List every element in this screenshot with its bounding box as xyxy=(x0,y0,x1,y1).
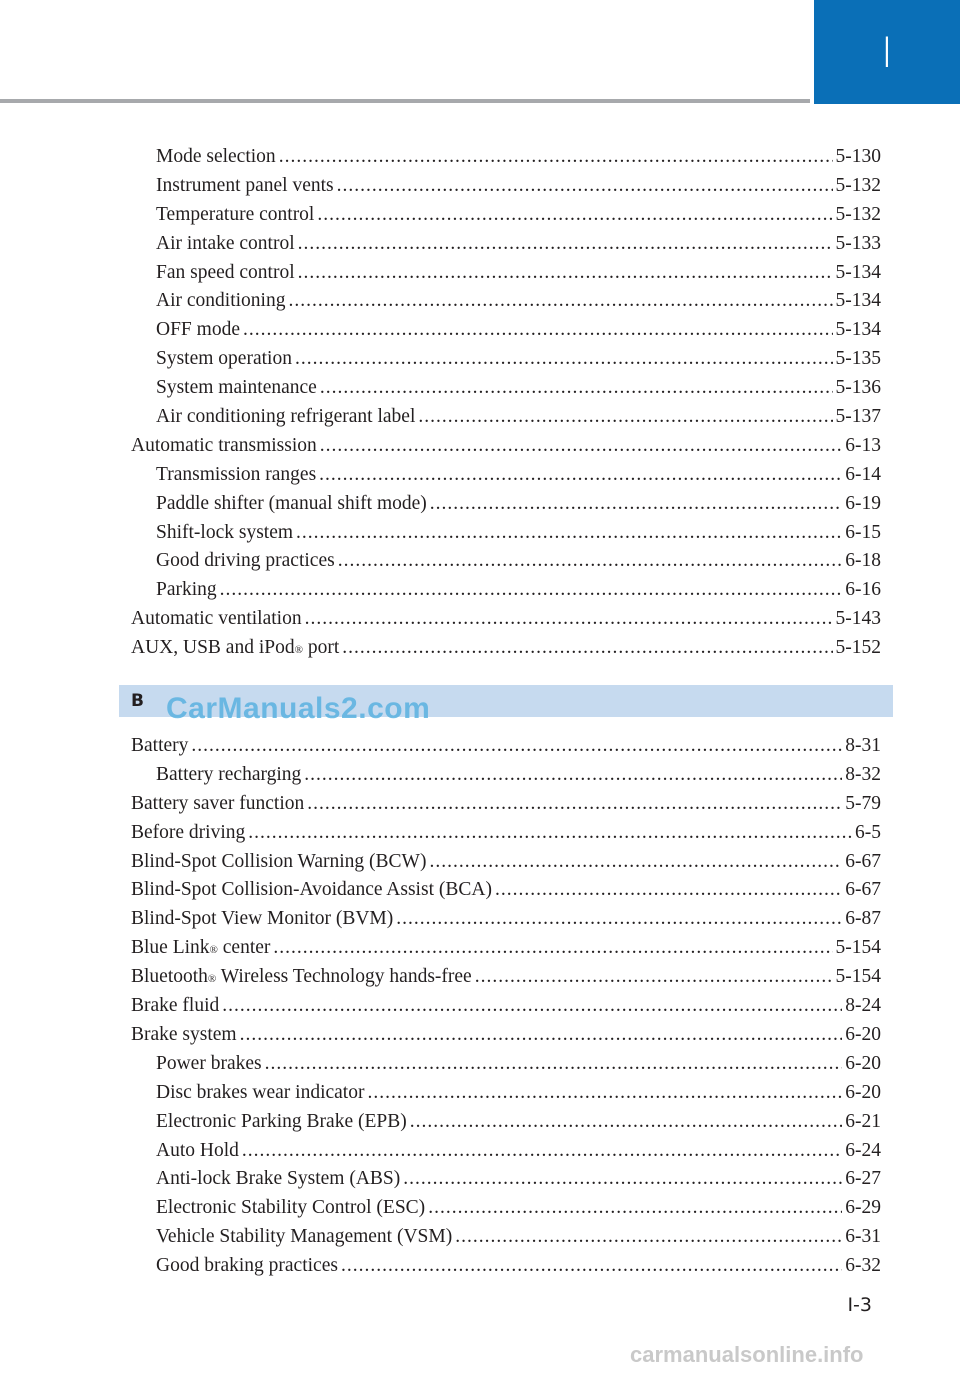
index-entry xyxy=(131,1223,881,1252)
page-number: I-3 xyxy=(847,1294,872,1316)
entry-page: 6-24 xyxy=(845,1139,881,1161)
dot-leader xyxy=(455,1223,842,1252)
entry-page: 6-20 xyxy=(845,1081,881,1103)
dot-leader xyxy=(317,201,832,230)
dot-leader xyxy=(295,345,833,374)
entry-label: Paddle shifter (manual shift mode) xyxy=(156,492,427,514)
entry-label: Parking xyxy=(156,579,217,601)
dot-leader xyxy=(319,461,842,490)
dot-leader xyxy=(341,1252,842,1281)
dot-leader xyxy=(320,374,833,403)
index-entry: AUX, USB and iPod ® port ..... 5-152 xyxy=(131,634,881,663)
dot-leader xyxy=(429,848,842,877)
index-entry xyxy=(131,143,881,172)
dot-leader xyxy=(428,1194,842,1223)
section-tab xyxy=(814,0,960,104)
index-entry xyxy=(131,761,881,790)
dot-leader xyxy=(296,519,842,548)
index-group-a xyxy=(131,143,881,663)
entry-label-suffix: port xyxy=(302,637,340,659)
entry-page: 5-130 xyxy=(835,146,881,167)
entry-label: Disc brakes wear indicator xyxy=(156,1081,365,1103)
entry-label: Transmission ranges xyxy=(156,463,317,485)
dot-leader xyxy=(305,605,833,634)
entry-label: Blind-Spot View Monitor (BVM) xyxy=(131,908,394,930)
index-entry xyxy=(131,848,881,877)
entry-label: Shift-lock system xyxy=(156,521,294,543)
entry-page: 5-134 xyxy=(835,319,881,341)
entry-label: Bluetooth xyxy=(131,966,208,988)
entry-label: Electronic Parking Brake (EPB) xyxy=(156,1110,407,1132)
index-entry: Bluetooth ® Wireless Technology hands-free ..... 5-154 xyxy=(131,963,881,992)
index-entry xyxy=(131,992,881,1021)
index-entry xyxy=(131,1050,881,1079)
entry-label: Automatic transmission xyxy=(131,434,317,456)
entry-label: Air conditioning refrigerant label xyxy=(156,406,416,428)
dot-leader xyxy=(367,1079,842,1108)
dot-leader xyxy=(495,876,842,905)
dot-leader xyxy=(320,432,842,461)
entry-page: 5-154 xyxy=(835,966,881,988)
entry-label: Mode selection xyxy=(156,146,276,167)
index-entry xyxy=(131,1108,881,1137)
entry-page: 6-31 xyxy=(845,1226,881,1248)
entry-page: 5-136 xyxy=(835,377,881,399)
index-entry xyxy=(131,287,881,316)
entry-label-suffix: Wireless Technology hands-free xyxy=(216,966,472,988)
entry-page: 6-14 xyxy=(845,463,881,485)
entry-label: Good driving practices xyxy=(156,550,335,572)
dot-leader xyxy=(240,1021,843,1050)
dot-leader xyxy=(403,1165,842,1194)
entry-label: Temperature control xyxy=(156,203,315,225)
index-entry xyxy=(131,403,881,432)
entry-page: 6-18 xyxy=(845,550,881,572)
header-rule xyxy=(0,99,810,103)
entry-label: AUX, USB and iPod xyxy=(131,637,295,659)
entry-label: Air conditioning xyxy=(156,290,286,312)
entry-page: 6-32 xyxy=(845,1255,881,1277)
dot-leader xyxy=(396,905,842,934)
entry-page: 5-134 xyxy=(835,261,881,283)
index-group-b xyxy=(131,732,881,1281)
entry-page: 6-16 xyxy=(845,579,881,601)
index-entry xyxy=(131,732,881,761)
entry-page: 5-154 xyxy=(835,937,881,959)
index-entry xyxy=(131,876,881,905)
dot-leader xyxy=(342,634,832,663)
dot-leader xyxy=(418,403,832,432)
entry-label: Auto Hold xyxy=(156,1139,239,1161)
entry-page: 6-13 xyxy=(845,434,881,456)
index-entry xyxy=(131,1137,881,1166)
dot-leader xyxy=(220,576,843,605)
entry-page: 6-67 xyxy=(845,850,881,872)
index-entry xyxy=(131,461,881,490)
index-entry xyxy=(131,1252,881,1281)
entry-label: System operation xyxy=(156,348,292,370)
dot-leader xyxy=(243,316,833,345)
index-entry xyxy=(131,259,881,288)
index-entry xyxy=(131,490,881,519)
entry-page: 5-143 xyxy=(835,608,881,630)
dot-leader xyxy=(288,287,832,316)
entry-page: 5-132 xyxy=(835,174,881,196)
entry-label: Automatic ventilation xyxy=(131,608,302,630)
index-entry xyxy=(131,547,881,576)
index-entry xyxy=(131,576,881,605)
dot-leader xyxy=(191,732,842,761)
dot-leader xyxy=(475,963,833,992)
dot-leader xyxy=(279,143,833,172)
index-entry xyxy=(131,432,881,461)
section-tab-label: I xyxy=(880,27,894,77)
entry-page: 5-137 xyxy=(835,406,881,428)
dot-leader xyxy=(265,1050,843,1079)
index-entry xyxy=(131,201,881,230)
entry-label: Anti-lock Brake System (ABS) xyxy=(156,1168,401,1190)
index-entry xyxy=(131,819,881,848)
index-entry xyxy=(131,790,881,819)
entry-label: Before driving xyxy=(131,821,246,843)
entry-page: 5-134 xyxy=(835,290,881,312)
index-entry xyxy=(131,1165,881,1194)
entry-page: 5-152 xyxy=(835,637,881,659)
index-entry xyxy=(131,345,881,374)
index-entry xyxy=(131,1079,881,1108)
watermark-logo: CarManuals2.com xyxy=(166,692,431,725)
entry-page: 6-5 xyxy=(855,821,881,843)
entry-label: Battery saver function xyxy=(131,792,305,814)
entry-label: Brake fluid xyxy=(131,995,220,1017)
entry-page: 5-135 xyxy=(835,348,881,370)
entry-page: 5-132 xyxy=(835,203,881,225)
entry-page: 6-20 xyxy=(845,1023,881,1045)
dot-leader xyxy=(337,172,833,201)
entry-page: 8-24 xyxy=(845,995,881,1017)
entry-page: 6-21 xyxy=(845,1110,881,1132)
entry-label: System maintenance xyxy=(156,377,317,399)
entry-label: Good braking practices xyxy=(156,1255,338,1277)
section-letter: B xyxy=(131,691,144,712)
dot-leader xyxy=(304,761,842,790)
entry-label-suffix: center xyxy=(217,937,271,959)
entry-page: 8-32 xyxy=(845,763,881,785)
entry-label: Blind-Spot Collision-Avoidance Assist (BCA) xyxy=(131,879,492,901)
index-entry: Blue Link ® center ..... 5-154 xyxy=(131,934,881,963)
dot-leader xyxy=(338,547,843,576)
entry-label: Vehicle Stability Management (VSM) xyxy=(156,1226,453,1248)
entry-page: 6-87 xyxy=(845,908,881,930)
index-entry xyxy=(131,605,881,634)
index-entry xyxy=(131,519,881,548)
entry-label: Blind-Spot Collision Warning (BCW) xyxy=(131,850,427,872)
entry-label: Battery recharging xyxy=(156,763,302,785)
entry-page: 8-31 xyxy=(845,735,881,757)
dot-leader xyxy=(248,819,852,848)
entry-page: 5-133 xyxy=(835,232,881,254)
entry-label: OFF mode xyxy=(156,319,240,341)
entry-page: 6-15 xyxy=(845,521,881,543)
entry-label: Blue Link xyxy=(131,937,210,959)
entry-label: Fan speed control xyxy=(156,261,295,283)
dot-leader xyxy=(242,1137,842,1166)
entry-page: 6-20 xyxy=(845,1052,881,1074)
dot-leader xyxy=(307,790,842,819)
entry-label: Brake system xyxy=(131,1023,237,1045)
dot-leader xyxy=(410,1108,843,1137)
index-entry xyxy=(131,316,881,345)
entry-page: 6-29 xyxy=(845,1197,881,1219)
entry-page: 6-67 xyxy=(845,879,881,901)
dot-leader xyxy=(430,490,842,519)
dot-leader xyxy=(273,934,832,963)
entry-label: Instrument panel vents xyxy=(156,174,334,196)
index-entry xyxy=(131,1021,881,1050)
dot-leader xyxy=(298,230,833,259)
dot-leader xyxy=(222,992,842,1021)
index-entry xyxy=(131,374,881,403)
index-entry xyxy=(131,1194,881,1223)
entry-label: Air intake control xyxy=(156,232,295,254)
entry-page: 6-19 xyxy=(845,492,881,514)
index-entry xyxy=(131,905,881,934)
index-entry xyxy=(131,172,881,201)
entry-label: Electronic Stability Control (ESC) xyxy=(156,1197,426,1219)
entry-page: 5-79 xyxy=(845,792,881,814)
dot-leader xyxy=(298,259,833,288)
footer-watermark: carmanualsonline.info xyxy=(630,1342,864,1367)
index-entry xyxy=(131,230,881,259)
entry-label: Power brakes xyxy=(156,1052,262,1074)
entry-page: 6-27 xyxy=(845,1168,881,1190)
entry-label: Battery xyxy=(131,735,189,757)
